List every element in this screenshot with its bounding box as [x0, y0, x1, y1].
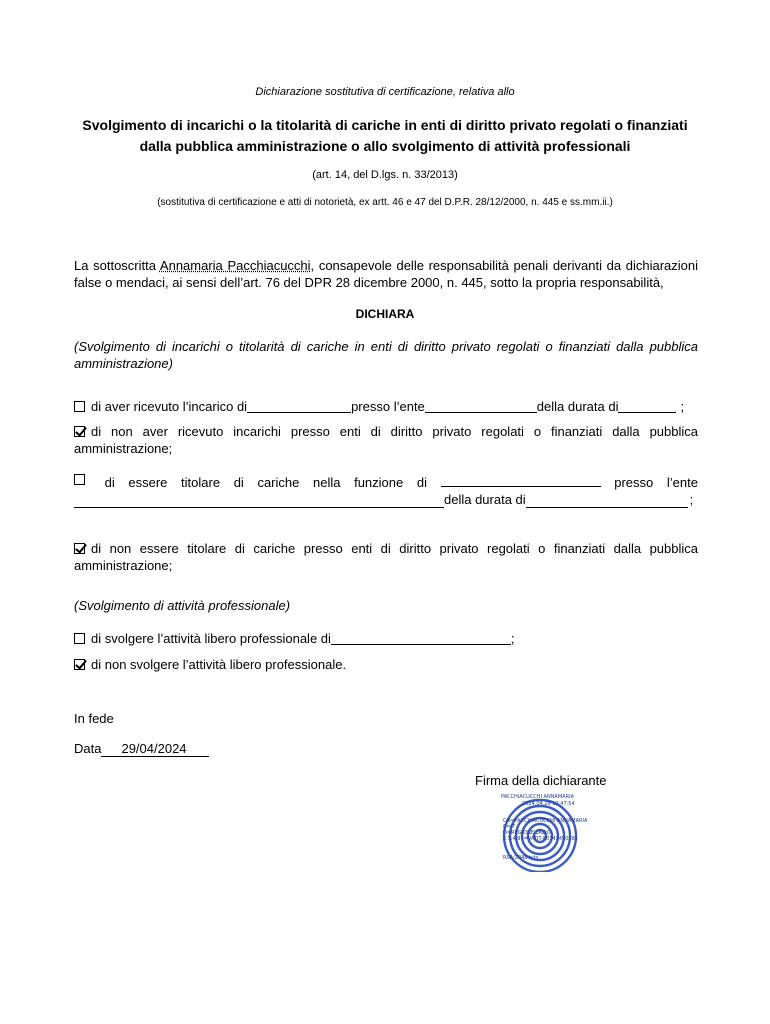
stamp-algorithm: RSA/2048 bits	[503, 855, 539, 861]
sostitutiva-note: (sostitutiva di certificazione e atti di notorietà, ex artt. 46 e 47 del D.P.R. 28/12/2000, n. 445 e ss.mm.ii.)	[157, 197, 613, 208]
checkbox-incarico-ricevuto[interactable]	[74, 401, 85, 412]
opt3-word-1: di	[104, 475, 115, 490]
opt4-text: di non essere titolare di cariche presso enti di diritto privato regolati o finanziati dalla pubblica amministrazione;	[74, 541, 698, 573]
section-attivita-heading: (Svolgimento di attività professionale)	[74, 598, 291, 613]
opt3-word-6: nella	[312, 475, 341, 490]
option-non-titolare	[74, 540, 698, 574]
option-incarico-ricevuto	[74, 398, 698, 415]
option-non-libero-professionale	[74, 656, 698, 673]
opt3-word-2: essere	[128, 475, 168, 490]
stamp-timestamp: 2024.04.29 12:47:54	[522, 801, 575, 807]
stamp-org: O=REGIONE LAZIO	[503, 830, 551, 836]
date-label: Data	[74, 741, 102, 756]
opt3-word-8: di	[416, 475, 427, 490]
option-libero-professionale	[74, 630, 698, 647]
incarico-blank[interactable]	[247, 400, 351, 413]
opt6-text: di non svolgere l’attività libero professionale.	[91, 657, 347, 672]
dichiara-heading: DICHIARA	[355, 307, 415, 321]
digital-signature-stamp	[498, 792, 588, 872]
opt1-end: ;	[680, 399, 685, 414]
opt3-end: ;	[689, 492, 694, 507]
checkbox-libero-professionale[interactable]	[74, 633, 85, 644]
intro-paragraph	[74, 257, 698, 291]
checkbox-non-titolare[interactable]	[74, 543, 85, 554]
document-subtitle: Dichiarazione sostitutiva di certificazione, relativa allo	[255, 86, 515, 98]
title-line-1: Svolgimento di incarichi o la titolarità di cariche in enti di diritto privato regolati o finanziati	[82, 117, 688, 133]
opt3-line1	[74, 474, 698, 491]
opt3-word-5: cariche	[257, 475, 300, 490]
signature-label: Firma della dichiarante	[475, 773, 607, 788]
opt5-text: di svolgere l’attività libero professionale di	[91, 631, 331, 646]
stamp-signer: PACCHIACUCCHI ANNAMARIA	[501, 794, 574, 800]
opt5-end: ;	[510, 631, 515, 646]
date-line	[74, 741, 209, 757]
opt1-text-a: di aver ricevuto l’incarico di	[91, 399, 248, 414]
opt3-line2	[74, 491, 698, 508]
durata-blank[interactable]	[618, 400, 676, 413]
document-title	[0, 115, 770, 157]
date-value: 29/04/2024	[101, 742, 208, 757]
stamp-vat: 2.5.4.97=VATIT-80143490581	[503, 836, 578, 842]
intro-post: , consapevole delle responsabilità penali derivanti da dichiarazioni false o mendaci, ai sensi dell’art. 76 del DPR 28 dicembre 2000, n. 445, sotto la propria responsabilità,	[74, 258, 698, 290]
declarant-name: Annamaria Pacchiacucchi	[159, 258, 311, 273]
ente-blank[interactable]	[425, 400, 537, 413]
opt1-text-c: della durata di	[536, 399, 619, 414]
professione-blank[interactable]	[331, 632, 511, 645]
opt3-word-3: titolare	[181, 475, 221, 490]
ente-name-blank[interactable]	[74, 495, 444, 508]
in-fede-label: In fede	[74, 711, 114, 726]
opt3-durata: della durata di	[444, 492, 526, 507]
durata-cariche-blank[interactable]	[526, 495, 688, 508]
opt1-text-b: presso l’ente	[351, 399, 425, 414]
checkbox-non-libero-professionale[interactable]	[74, 659, 85, 670]
article-reference: (art. 14, del D.lgs. n. 33/2013)	[312, 169, 458, 181]
option-titolare-cariche	[74, 474, 698, 508]
opt2-text: di non aver ricevuto incarichi presso enti di diritto privato regolati o finanziati dalla pubblica amministrazione;	[74, 424, 698, 456]
opt3-ente: l’ente	[666, 475, 698, 490]
checkbox-titolare-cariche[interactable]	[74, 474, 85, 485]
intro-pre: La sottoscritta	[74, 258, 160, 273]
opt3-word-7: funzione	[354, 475, 404, 490]
stamp-country: C=IT	[503, 824, 516, 830]
checkbox-non-incarico[interactable]	[74, 426, 85, 437]
stamp-cn: CN=PACCHIACUCCHI ANNAMARIA	[503, 818, 588, 824]
option-non-incarico	[74, 423, 698, 457]
opt3-word-4: di	[233, 475, 244, 490]
funzione-blank[interactable]	[441, 474, 601, 487]
opt3-presso: presso	[614, 475, 654, 490]
title-line-2: dalla pubblica amministrazione o allo svolgimento di attività professionali	[139, 138, 631, 154]
section-incarichi-heading: (Svolgimento di incarichi o titolarità di cariche in enti di diritto privato regolati o finanziati dalla pubblica amministrazione)	[74, 339, 698, 371]
